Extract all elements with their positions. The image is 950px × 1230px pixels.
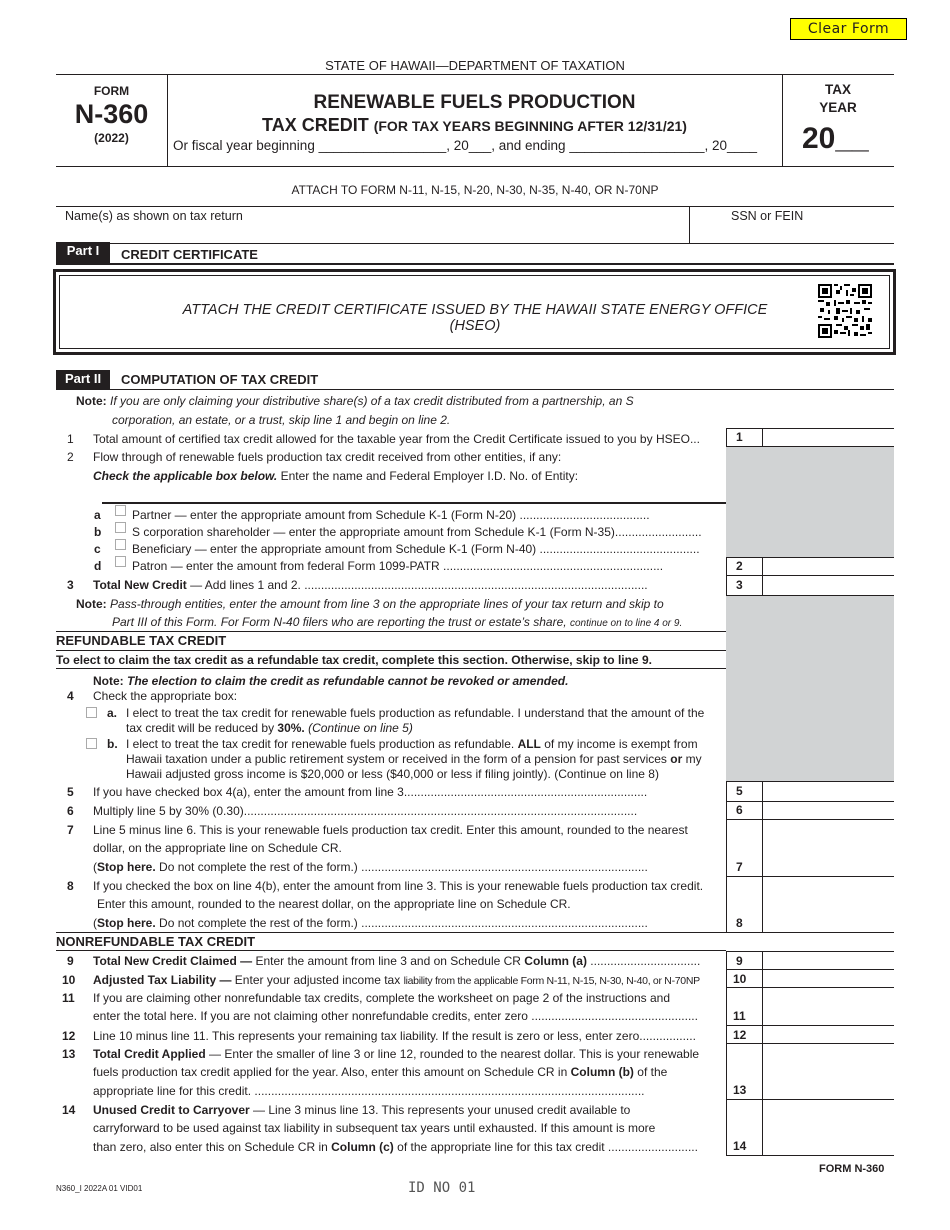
box-label-6: 6 bbox=[736, 803, 743, 817]
box-label-8: 8 bbox=[736, 916, 743, 930]
note2-line2 bbox=[112, 615, 682, 631]
line-14-column: Column (c) bbox=[331, 1140, 394, 1154]
header-top-rule bbox=[56, 74, 894, 75]
line-11-number: 11 bbox=[62, 991, 75, 1005]
line-4b-line1 bbox=[126, 737, 698, 751]
line-4-number: 4 bbox=[67, 689, 74, 703]
part2-title: COMPUTATION OF TAX CREDIT bbox=[121, 372, 319, 387]
line-4a-continue: (Continue on line 5) bbox=[304, 721, 413, 735]
attach-instruction: ATTACH TO FORM N-11, N-15, N-20, N-30, N-35, N-40, OR N-70NP bbox=[291, 183, 659, 197]
line-3-number: 3 bbox=[67, 578, 74, 592]
note2-text-line2: Part III of this Form. For Form N-40 filers who are reporting the trust or estate’s share, bbox=[112, 615, 567, 629]
checkbox-4a[interactable] bbox=[86, 707, 97, 718]
line-10-number: 10 bbox=[62, 973, 76, 987]
tax-label: TAX bbox=[825, 82, 851, 97]
note2-text: Pass-through entities, enter the amount from line 3 on the appropriate lines of your tax return and skip to bbox=[110, 597, 664, 611]
line-8-line1: If you checked the box on line 4(b), enter the amount from line 3. This is your renewable fuels production tax credit. bbox=[93, 879, 704, 893]
form-title-paren: (FOR TAX YEARS BEGINNING AFTER 12/31/21) bbox=[373, 118, 687, 134]
box-label-2: 2 bbox=[736, 559, 743, 573]
line-2c-text: Beneficiary — enter the appropriate amount from Schedule K-1 (Form N-40) ................................................ bbox=[132, 542, 700, 556]
line-6-text: Multiply line 5 by 30% (0.30)...................................................................................................................... bbox=[93, 804, 638, 818]
line-4b-line1-text: I elect to treat the tax credit for renewable fuels production as refundable. bbox=[126, 737, 518, 751]
amount-line-5[interactable] bbox=[763, 782, 894, 801]
entity-instruction: Enter the name and Federal Employer I.D. No. of Entity: bbox=[280, 469, 579, 483]
line-7-stop-here: Stop here. bbox=[97, 860, 156, 874]
line-4a-percent: 30%. bbox=[277, 721, 305, 735]
line-4b-line3: Hawaii adjusted gross income is $20,000 or less ($40,000 or less if filing jointly). (Continue on line 8) bbox=[126, 767, 659, 781]
total-new-credit-label: Total New Credit bbox=[93, 578, 187, 592]
line-7-line3-text: Do not complete the rest of the form.) ...................................................................................... bbox=[155, 860, 648, 874]
amount-line-11[interactable] bbox=[763, 988, 894, 1025]
line-5-number: 5 bbox=[67, 785, 74, 799]
line-5-text: If you have checked box 4(a), enter the amount from line 3......................................................................... bbox=[93, 785, 648, 799]
form-year: (2022) bbox=[94, 131, 129, 145]
line-13-line1 bbox=[93, 1047, 699, 1061]
line-9-dots: ................................. bbox=[586, 954, 701, 968]
checkbox-2a[interactable] bbox=[115, 505, 126, 516]
name-row-bottom-rule bbox=[56, 243, 894, 244]
line-2c-letter: c bbox=[94, 542, 101, 556]
line-8-number: 8 bbox=[67, 879, 74, 893]
name-ssn-divider bbox=[689, 206, 690, 243]
line-1-number: 1 bbox=[67, 432, 74, 446]
line-4b-line2-end: my bbox=[682, 752, 702, 766]
line-12-text: Line 10 minus line 11. This represents your remaining tax liability. If the result is zero or less, enter zero................. bbox=[93, 1029, 696, 1043]
line-2b-text: S corporation shareholder — enter the appropriate amount from Schedule K-1 (Form N-35).......................... bbox=[132, 525, 702, 539]
footer-id-number: ID NO 01 bbox=[408, 1180, 476, 1196]
refundable-instruction: To elect to claim the tax credit as a refundable tax credit, complete this section. Otherwise, skip to line 9. bbox=[56, 653, 652, 667]
line-13-line2 bbox=[93, 1065, 667, 1079]
line-9-text bbox=[93, 954, 723, 968]
form-title-main: TAX CREDIT bbox=[262, 115, 369, 135]
line-2d-text: Patron — enter the amount from federal Form 1099-PATR .................................................................. bbox=[132, 559, 664, 573]
note-label: Note: bbox=[76, 394, 107, 408]
line-4-text: Check the appropriate box: bbox=[93, 689, 238, 703]
box-label-7: 7 bbox=[736, 860, 743, 874]
note2-line1 bbox=[76, 597, 664, 611]
line-8-paren: ( bbox=[93, 916, 97, 930]
line-13-line3: appropriate line for this credit. ..................................................................................................................... bbox=[93, 1084, 645, 1098]
form-title-line2 bbox=[167, 114, 782, 137]
box-label-13: 13 bbox=[733, 1083, 747, 1097]
line-2-check-instruction bbox=[93, 469, 578, 483]
line-8-line3 bbox=[93, 916, 723, 930]
checkbox-4b[interactable] bbox=[86, 738, 97, 749]
line-14-line3-text: than zero, also enter this on Schedule CR in bbox=[93, 1140, 332, 1154]
line-14-number: 14 bbox=[62, 1103, 76, 1117]
entity-field-rule bbox=[102, 502, 726, 504]
box-label-11: 11 bbox=[733, 1009, 746, 1023]
box-label-5: 5 bbox=[736, 784, 743, 798]
name-row-top-rule bbox=[56, 206, 894, 207]
part2-rule bbox=[56, 389, 894, 390]
entity-name-fein-field[interactable] bbox=[102, 486, 726, 502]
line-4b-line1-end: of my income is exempt from bbox=[540, 737, 698, 751]
qr-code-icon bbox=[818, 284, 872, 338]
line-9-column: Column (a) bbox=[524, 954, 587, 968]
amount-line-6[interactable] bbox=[763, 802, 894, 819]
form-title-line1: RENEWABLE FUELS PRODUCTION bbox=[313, 92, 636, 113]
line-7-line3 bbox=[93, 860, 723, 874]
box-label-1: 1 bbox=[736, 430, 743, 444]
line-14-line2: carryforward to be used against tax liability in subsequent tax years until exhausted. If this amount is more bbox=[93, 1121, 656, 1135]
line-10-small-text: liability from the applicable Form N-11, N-15, N-30, N-40, or N-70NP bbox=[403, 975, 700, 987]
fiscal-year-line[interactable]: Or fiscal year beginning _________________, 20___, and ending __________________, 20____ bbox=[173, 138, 758, 153]
line-14-line1 bbox=[93, 1103, 630, 1117]
line-14-line1-text: — Line 3 minus line 13. This represents your unused credit available to bbox=[249, 1103, 631, 1117]
checkbox-2c[interactable] bbox=[115, 539, 126, 550]
certificate-instruction-line2: (HSEO) bbox=[449, 318, 501, 334]
checkbox-2d[interactable] bbox=[115, 556, 126, 567]
part1-rule bbox=[56, 263, 894, 265]
checkbox-2b[interactable] bbox=[115, 522, 126, 533]
line-4b-line2 bbox=[126, 752, 702, 766]
line-6-number: 6 bbox=[67, 804, 74, 818]
line-13-line2-text: fuels production tax credit applied for the year. Also, enter this amount on Schedule CR in bbox=[93, 1065, 571, 1079]
line-9-label: Total New Credit Claimed — bbox=[93, 954, 253, 968]
line-2a-letter: a bbox=[94, 508, 101, 522]
agency-title: STATE OF HAWAII—DEPARTMENT OF TAXATION bbox=[325, 58, 625, 73]
line-10-text bbox=[93, 973, 725, 988]
amount-line-1[interactable] bbox=[763, 429, 894, 446]
shaded-area-refundable bbox=[726, 595, 894, 781]
amount-line-13[interactable] bbox=[763, 1044, 894, 1099]
line-13-column: Column (b) bbox=[570, 1065, 634, 1079]
line-2-number: 2 bbox=[67, 450, 74, 464]
note2-label: Note: bbox=[76, 597, 107, 611]
line-14-line3 bbox=[93, 1140, 723, 1154]
amount-line-14[interactable] bbox=[763, 1100, 894, 1155]
line-13-label: Total Credit Applied bbox=[93, 1047, 206, 1061]
amount-line-9[interactable] bbox=[763, 952, 894, 969]
line-11-line1: If you are claiming other nonrefundable tax credits, complete the worksheet on page 2 of the instructions and bbox=[93, 991, 671, 1005]
line-2b-letter: b bbox=[94, 525, 102, 539]
ssn-fein-field[interactable]: SSN or FEIN bbox=[731, 209, 804, 223]
line-4b-letter: b. bbox=[107, 737, 118, 751]
line-2a-text: Partner — enter the appropriate amount from Schedule K-1 (Form N-20) ....................................... bbox=[132, 508, 650, 522]
line-3-text bbox=[93, 578, 723, 592]
footer-code: N360_I 2022A 01 VID01 bbox=[56, 1184, 143, 1193]
line-10-label: Adjusted Tax Liability — bbox=[93, 973, 232, 987]
refundable-note bbox=[93, 674, 568, 688]
line-2d-letter: d bbox=[94, 559, 102, 573]
line-12-number: 12 bbox=[62, 1029, 76, 1043]
line-8-line2: Enter this amount, rounded to the nearest dollar, on the appropriate line on Schedule CR. bbox=[97, 897, 571, 911]
header-bottom-rule bbox=[56, 166, 894, 167]
line-10-description: Enter your adjusted income tax bbox=[231, 973, 404, 987]
line-7-line2: dollar, on the appropriate line on Schedule CR. bbox=[93, 841, 342, 855]
line-1-text: Total amount of certified tax credit allowed for the taxable year from the Credit Certificate issued to you by HSEO... bbox=[93, 432, 700, 446]
part2-tab: Part II bbox=[56, 370, 110, 390]
line-13-number: 13 bbox=[62, 1047, 76, 1061]
line-14-line3-end: of the appropriate line for this tax credit ........................... bbox=[393, 1140, 698, 1154]
tax-year-field[interactable]: 20__ bbox=[802, 122, 869, 155]
footer-form-label: FORM N-360 bbox=[819, 1163, 885, 1175]
name-field[interactable]: Name(s) as shown on tax return bbox=[65, 209, 243, 223]
note2-small-text: continue on to line 4 or 9. bbox=[569, 618, 683, 629]
form-word: FORM bbox=[93, 84, 130, 98]
check-applicable-label: Check the applicable box below. bbox=[93, 469, 278, 483]
line-4b-line2-text: Hawaii taxation under a public retirement system or received in the form of a pension for past services bbox=[126, 752, 671, 766]
part2-note-line1 bbox=[76, 394, 634, 408]
line-7-line1: Line 5 minus line 6. This is your renewable fuels production tax credit. Enter this amount, rounded to the nearest bbox=[93, 823, 688, 837]
form-number: N-360 bbox=[74, 99, 149, 129]
part2-note-line2: corporation, an estate, or a trust, skip line 1 and begin on line 2. bbox=[112, 413, 451, 427]
note-text: If you are only claiming your distributive share(s) of a tax credit distributed from a partnership, an S bbox=[110, 394, 634, 408]
line-11-line2: enter the total here. If you are not claiming other nonrefundable credits, enter zero .................................................. bbox=[93, 1009, 698, 1023]
amount-line-12[interactable] bbox=[763, 1026, 894, 1043]
amount-line-10[interactable] bbox=[763, 970, 894, 987]
line-13-line2-end: of the bbox=[633, 1065, 668, 1079]
line-4a-line2 bbox=[126, 721, 413, 735]
clear-form-button[interactable]: Clear Form bbox=[790, 18, 907, 40]
line-4a-line1: I elect to treat the tax credit for renewable fuels production as refundable. I understand that the amount of the bbox=[126, 706, 705, 720]
line-4a-letter: a. bbox=[107, 706, 118, 720]
line-2-text: Flow through of renewable fuels production tax credit received from other entities, if any: bbox=[93, 450, 562, 464]
shaded-area-line2 bbox=[726, 446, 894, 557]
part1-tab: Part I bbox=[56, 242, 110, 264]
part1-title: CREDIT CERTIFICATE bbox=[121, 247, 258, 262]
line-9-description: Enter the amount from line 3 and on Schedule CR bbox=[252, 954, 525, 968]
line-7-paren: ( bbox=[93, 860, 97, 874]
line-7-number: 7 bbox=[67, 823, 74, 837]
line-3-description: — Add lines 1 and 2. ....................................................................................................... bbox=[186, 578, 648, 592]
line-4b-all: ALL bbox=[517, 737, 541, 751]
year-label: YEAR bbox=[819, 100, 857, 115]
box-label-3: 3 bbox=[736, 578, 743, 592]
line-4b-or: or bbox=[670, 752, 683, 766]
line-14-label: Unused Credit to Carryover bbox=[93, 1103, 250, 1117]
line-8-line3-text: Do not complete the rest of the form.) ...................................................................................... bbox=[155, 916, 648, 930]
box-label-12: 12 bbox=[733, 1028, 747, 1042]
amount-line-8[interactable] bbox=[763, 877, 894, 932]
amount-line-7[interactable] bbox=[763, 820, 894, 876]
line-4a-line2-text: tax credit will be reduced by bbox=[126, 721, 278, 735]
amount-line-2[interactable] bbox=[763, 558, 894, 575]
refundable-note-label: Note: bbox=[93, 674, 124, 688]
box-label-10: 10 bbox=[733, 972, 747, 986]
box-label-14: 14 bbox=[733, 1139, 747, 1153]
refundable-heading: REFUNDABLE TAX CREDIT bbox=[56, 633, 227, 648]
line-9-number: 9 bbox=[67, 954, 74, 968]
refundable-note-text: The election to claim the credit as refundable cannot be revoked or amended. bbox=[127, 674, 569, 688]
line-13-line1-text: — Enter the smaller of line 3 or line 12, rounded to the nearest dollar. This is your renewable bbox=[205, 1047, 700, 1061]
certificate-instruction-line1: ATTACH THE CREDIT CERTIFICATE ISSUED BY THE HAWAII STATE ENERGY OFFICE bbox=[182, 302, 768, 318]
line-8-stop-here: Stop here. bbox=[97, 916, 156, 930]
nonrefundable-heading: NONREFUNDABLE TAX CREDIT bbox=[56, 934, 256, 949]
box-label-9: 9 bbox=[736, 954, 743, 968]
amount-line-3[interactable] bbox=[763, 576, 894, 594]
